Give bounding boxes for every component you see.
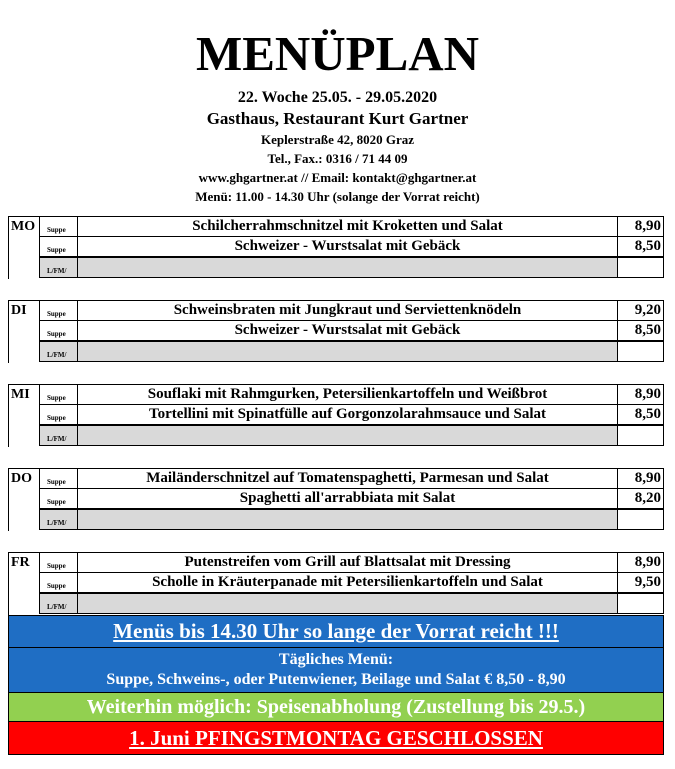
allergen-tag: L/FM/ bbox=[39, 341, 78, 362]
allergen-row bbox=[77, 509, 618, 530]
pickup-banner: Weiterhin möglich: Speisenabholung (Zustellung bis 29.5.) bbox=[8, 692, 664, 722]
allergen-row bbox=[77, 341, 618, 362]
allergen-tag: L/FM/ bbox=[39, 593, 78, 614]
menu-dish: Schweinsbraten mit Jungkraut und Serviettenknödeln bbox=[77, 300, 618, 321]
menu-dish: Spaghetti all'arrabbiata mit Salat bbox=[77, 488, 618, 509]
menu-price: 8,50 bbox=[617, 236, 664, 257]
empty-price bbox=[617, 257, 664, 278]
menu-price: 8,50 bbox=[617, 404, 664, 425]
availability-banner bbox=[8, 615, 664, 648]
phone-fax: Tel., Fax.: 0316 / 71 44 09 bbox=[267, 151, 408, 166]
day-code: MO bbox=[8, 216, 40, 237]
soup-tag: Suppe bbox=[39, 552, 78, 573]
soup-tag: Suppe bbox=[39, 488, 78, 509]
allergen-tag: L/FM/ bbox=[39, 257, 78, 278]
day-block-thursday bbox=[8, 468, 664, 531]
day-code: DI bbox=[8, 300, 40, 321]
day-border bbox=[8, 572, 9, 615]
menu-dish: Souflaki mit Rahmgurken, Petersilienkartoffeln und Weißbrot bbox=[77, 384, 618, 405]
address: Keplerstraße 42, 8020 Graz bbox=[260, 132, 415, 147]
soup-tag: Suppe bbox=[39, 300, 78, 321]
empty-price bbox=[617, 341, 664, 362]
day-block-wednesday bbox=[8, 384, 664, 447]
day-code: FR bbox=[8, 552, 40, 573]
soup-tag: Suppe bbox=[39, 320, 78, 341]
day-block-monday bbox=[8, 216, 664, 279]
daily-menu-text: Suppe, Schweins-, oder Putenwiener, Beilage und Salat € 8,50 - 8,90 bbox=[106, 671, 566, 688]
web-email: www.ghgartner.at // Email: kontakt@ghgartner.at bbox=[198, 170, 477, 185]
menu-price: 8,90 bbox=[617, 216, 664, 237]
menu-dish: Putenstreifen vom Grill auf Blattsalat mit Dressing bbox=[77, 552, 618, 573]
availability-text: Menüs bis 14.30 Uhr so lange der Vorrat reicht !!! bbox=[113, 619, 559, 643]
day-block-friday bbox=[8, 552, 664, 615]
allergen-row bbox=[77, 425, 618, 446]
day-border bbox=[8, 236, 9, 279]
daily-menu-title: Tägliches Menü: bbox=[278, 651, 394, 668]
menu-price: 8,90 bbox=[617, 468, 664, 489]
day-block-tuesday bbox=[8, 300, 664, 363]
allergen-tag: L/FM/ bbox=[39, 425, 78, 446]
week-range: 22. Woche 25.05. - 29.05.2020 bbox=[237, 89, 438, 106]
menu-price: 9,50 bbox=[617, 572, 664, 593]
day-code: MI bbox=[8, 384, 40, 405]
menu-price: 8,20 bbox=[617, 488, 664, 509]
page-title: MENÜPLAN bbox=[195, 26, 480, 81]
empty-price bbox=[617, 509, 664, 530]
menu-dish: Scholle in Kräuterpanade mit Petersilienkartoffeln und Salat bbox=[77, 572, 618, 593]
soup-tag: Suppe bbox=[39, 572, 78, 593]
opening-hours: Menü: 11.00 - 14.30 Uhr (solange der Vorrat reicht) bbox=[195, 189, 480, 204]
day-border bbox=[8, 488, 9, 531]
soup-tag: Suppe bbox=[39, 404, 78, 425]
empty-price bbox=[617, 425, 664, 446]
restaurant-name: Gasthaus, Restaurant Kurt Gartner bbox=[206, 109, 469, 128]
allergen-tag: L/FM/ bbox=[39, 509, 78, 530]
allergen-row bbox=[77, 593, 618, 614]
menu-dish: Schilcherrahmschnitzel mit Kroketten und Salat bbox=[77, 216, 618, 237]
day-border bbox=[8, 404, 9, 447]
soup-tag: Suppe bbox=[39, 468, 78, 489]
menu-price: 8,90 bbox=[617, 552, 664, 573]
allergen-row bbox=[77, 257, 618, 278]
closed-banner bbox=[8, 721, 664, 755]
menu-price: 9,20 bbox=[617, 300, 664, 321]
menu-price: 8,50 bbox=[617, 320, 664, 341]
menu-dish: Mailänderschnitzel auf Tomatenspaghetti, Parmesan und Salat bbox=[77, 468, 618, 489]
soup-tag: Suppe bbox=[39, 216, 78, 237]
empty-price bbox=[617, 593, 664, 614]
menu-dish: Schweizer - Wurstsalat mit Gebäck bbox=[77, 236, 618, 257]
day-border bbox=[8, 320, 9, 363]
day-code: DO bbox=[8, 468, 40, 489]
menu-dish: Schweizer - Wurstsalat mit Gebäck bbox=[77, 320, 618, 341]
daily-menu-banner bbox=[8, 647, 664, 693]
soup-tag: Suppe bbox=[39, 384, 78, 405]
menu-dish: Tortellini mit Spinatfülle auf Gorgonzolarahmsauce und Salat bbox=[77, 404, 618, 425]
closed-text: 1. Juni PFINGSTMONTAG GESCHLOSSEN bbox=[129, 726, 543, 750]
soup-tag: Suppe bbox=[39, 236, 78, 257]
menu-price: 8,90 bbox=[617, 384, 664, 405]
